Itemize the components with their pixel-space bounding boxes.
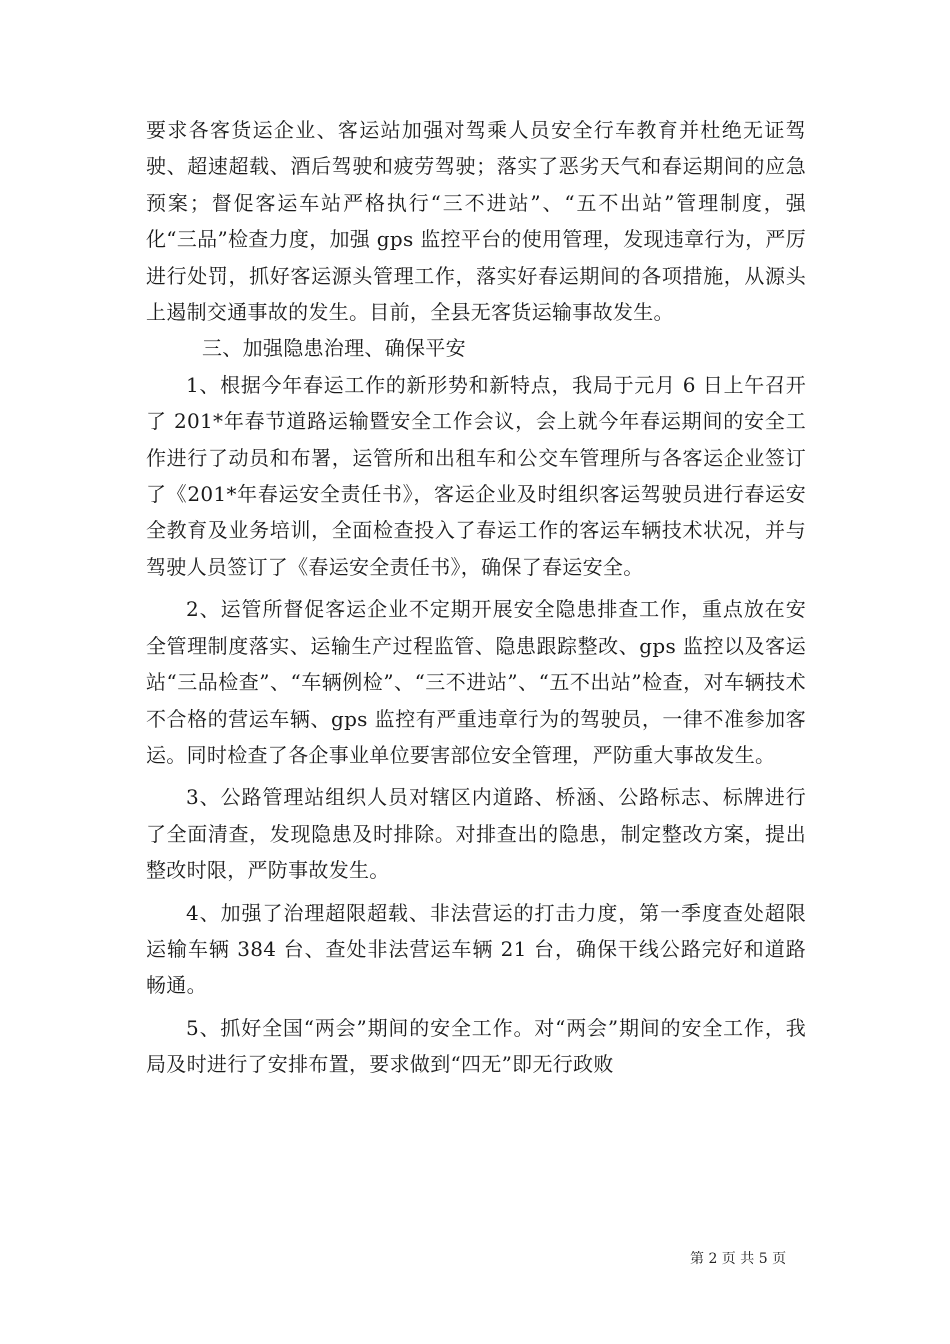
paragraph-item-3: 3、公路管理站组织人员对辖区内道路、桥涵、公路标志、标牌进行了全面清查，发现隐患及时排除。对排查出的隐患，制定整改方案，提出整改时限，严防事故发生。 [146, 785, 806, 883]
section-heading: 三、加强隐患治理、确保平安 [202, 336, 466, 361]
paragraph-item-2: 2、运管所督促客运企业不定期开展安全隐患排查工作，重点放在安全管理制度落实、运输生产过程监管、隐患跟踪整改、gps 监控以及客运站“三品检查”、“车辆例检”、“三不进站”、“五不出站”检查，对车辆技术不合格的营运车辆、gps 监控有严重违章行为的驾驶员，一律不准参加客运。同时检查了各企事业单位要害部位安全管理，严防重大事故发生。 [146, 597, 806, 767]
paragraph-item-1: 1、根据今年春运工作的新形势和新特点，我局于元月 6 日上午召开了 201*年春节道路运输暨安全工作会议，会上就今年春运期间的安全工作进行了动员和布署，运管所和出租车和公交车管理所与各客运企业签订了《201*年春运安全责任书》，客运企业及时组织客运驾驶员进行春运安全教育及业务培训，全面检查投入了春运工作的客运车辆技术状况，并与驾驶人员签订了《春运安全责任书》，确保了春运安全。 [146, 372, 806, 579]
paragraph-continuation: 要求各客货运企业、客运站加强对驾乘人员安全行车教育并杜绝无证驾驶、超速超载、酒后驾驶和疲劳驾驶；落实了恶劣天气和春运期间的应急预案；督促客运车站严格执行“三不进站”、“五不出站”管理制度，强化“三品”检查力度，加强 gps 监控平台的使用管理，发现违章行为，严厉进行处罚，抓好客运源头管理工作，落实好春运期间的各项措施，从源头上遏制交通事故的发生。目前，全县无客货运输事故发生。 [146, 118, 806, 325]
page-number-footer: 第 2 页 共 5 页 [690, 1251, 787, 1267]
paragraph-item-5: 5、抓好全国“两会”期间的安全工作。对“两会”期间的安全工作，我局及时进行了安排布置，要求做到“四无”即无行政败 [146, 1015, 806, 1077]
document-body [146, 112, 806, 1083]
paragraph-item-4: 4、加强了治理超限超载、非法营运的打击力度，第一季度查处超限运输车辆 384 台、查处非法营运车辆 21 台，确保干线公路完好和道路畅通。 [146, 900, 806, 998]
